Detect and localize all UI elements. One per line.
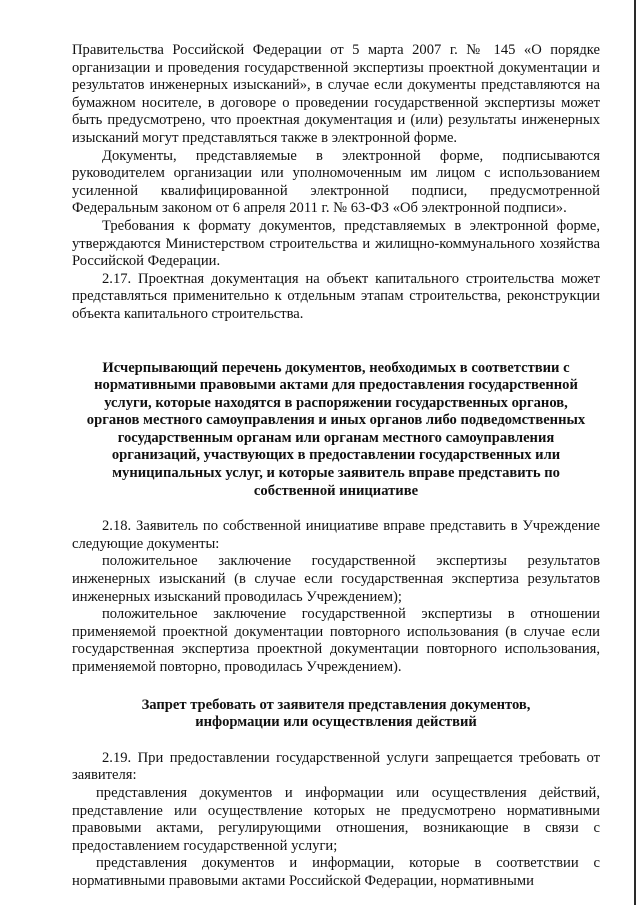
- section-heading-prohibition: Запрет требовать от заявителя представления документов, информации или осуществления действий: [141, 696, 531, 731]
- paragraph-prohibition-documents: представления документов и информации, которые в соответствии с нормативными правовыми актами Российской Федерации, нормативными: [72, 855, 600, 889]
- paragraph-2-17: 2.17. Проектная документация на объект капитального строительства может представляться применительно к отдельным этапам строительства, реконструкции объекта капитального строительства.: [72, 270, 600, 322]
- paragraph-continuation: Правительства Российской Федерации от 5 марта 2007 г. № 145 «О порядке организации и проведения государственной экспертизы проектной документации и результатов инженерных изысканий», в случае если документы представляются на бумажном носителе, в договоре о проведении государственной экспертизы может быть предусмотрено, что проектная документация и (или) результаты инженерных изысканий могут представляться также в электронной форме.: [72, 42, 600, 146]
- paragraph-2-18: 2.18. Заявитель по собственной инициативе вправе представить в Учреждение следующие документы:: [72, 518, 600, 552]
- paragraph-electronic-signature: Документы, представляемые в электронной форме, подписываются руководителем организации или уполномоченным им лицом с использованием усиленной квалифицированной электронной подписи, предусмотренной Федеральным законом от 6 апреля 2011 г. № 63-ФЗ «Об электронной подписи».: [72, 147, 600, 217]
- paragraph-format-requirements: Требования к формату документов, представляемых в электронной форме, утверждаются Министерством строительства и жилищно-коммунального хозяйства Российской Федерации.: [72, 217, 600, 270]
- paragraph-2-19: 2.19. При предоставлении государственной услуги запрещается требовать от заявителя:: [72, 749, 600, 784]
- paragraph-engineering-surveys-conclusion: положительное заключение государственной экспертизы результатов инженерных изысканий (в случае если государственная экспертиза результатов инженерных изысканий проводилась Учреждением);: [72, 553, 600, 605]
- section-heading-documents-list: Исчерпывающий перечень документов, необходимых в соответствии с нормативными правовыми актами для предоставления государственной услуги, которые находятся в распоряжении государственных органов, органов местного самоуправления и иных органов либо подведомственных государственным органам или органам местного самоуправления организаций, участвующих в предоставлении государственных или муниципальных услуг, и которые заявитель вправе представить по собственной инициативе: [86, 359, 586, 499]
- paragraph-reused-documentation-conclusion: положительное заключение государственной экспертизы в отношении применяемой проектной документации повторного использования (в случае если государственная экспертиза проектной документации повторного использования, применяемой повторно, проводилась Учреждением).: [72, 606, 600, 675]
- paragraph-prohibition-actions: представления документов и информации или осуществления действий, представление или осуществление которых не предусмотрено нормативными правовыми актами, регулирующими отношения, возникающие в связи с предоставлением государственной услуги;: [72, 784, 600, 854]
